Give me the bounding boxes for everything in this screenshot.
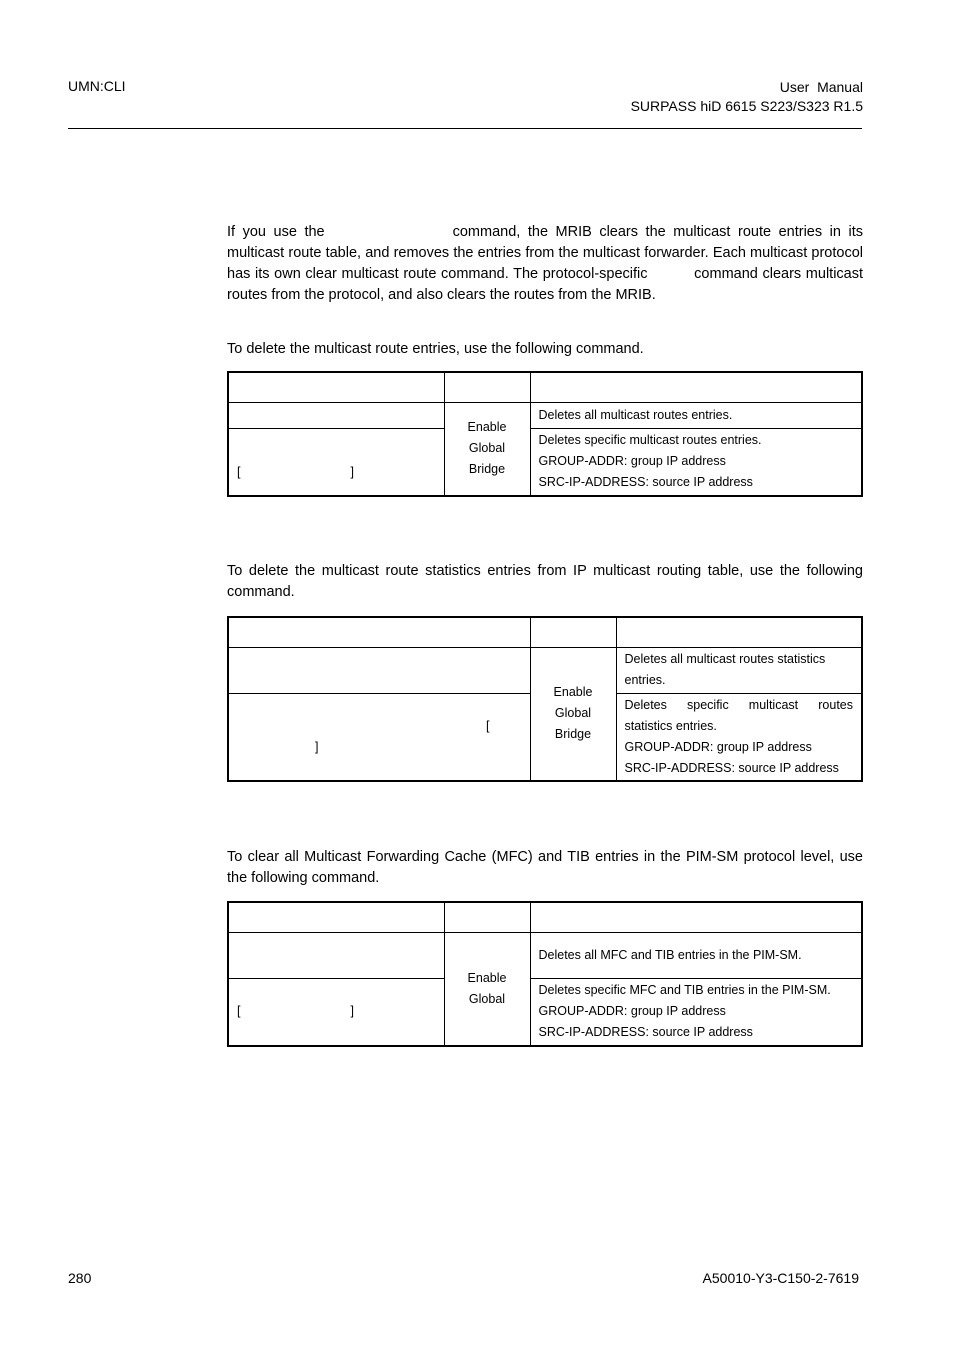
mode-cell (444, 402, 530, 496)
header-cell-mode (530, 617, 616, 647)
command-cell (228, 978, 444, 1046)
intro-text-c: command clears multicast routes from the protocol, and also clears the routes from the MRIB. (227, 266, 864, 303)
mfc-clear-intro: To clear all Multicast Forwarding Cache (MFC) and TIB entries in the PIM-SM protocol level, use the following command. (227, 849, 863, 886)
mode-bridge: Bridge (554, 727, 592, 742)
header-cell-function (616, 617, 862, 647)
description-line: SRC-IP-ADDRESS: source IP address (624, 760, 839, 775)
description-cell: Deletes all MFC and TIB entries in the PIM-SM. (530, 932, 862, 978)
header-cell-command (228, 902, 444, 932)
table-row (228, 428, 862, 496)
optional-open-bracket: [ (237, 465, 241, 479)
header-right (631, 78, 863, 116)
description-line: Deletes specific multicast routes entries. (538, 433, 762, 448)
mode-cell (444, 932, 530, 1046)
command-cell (228, 428, 444, 496)
header-manual-title: User Manual (779, 79, 863, 95)
description-cell: Deletes all multicast routes statistics entries. (616, 647, 862, 693)
table-header-row (228, 902, 862, 932)
route-delete-table (227, 371, 863, 497)
description-line: GROUP-ADDR: group IP address (538, 454, 726, 469)
intro-text-b: command, the MRIB clears the multicast route entries in its multicast route table, and removes the entries from the multicast forwarder. Each multicast protocol has its own clear multicast route command. The protocol-specific (227, 224, 863, 282)
optional-open-bracket: [ (237, 1004, 241, 1019)
description-cell (530, 428, 862, 496)
header-cell-function (530, 902, 862, 932)
mode-global: Global (468, 991, 506, 1006)
header-product-name: SURPASS hiD 6615 S223/S323 R1.5 (630, 98, 863, 114)
command-cell (228, 647, 530, 693)
optional-close-bracket: ] (350, 465, 354, 479)
mode-cell (530, 647, 616, 781)
document-id: A50010-Y3-C150-2-7619 (702, 1270, 859, 1286)
statistics-delete-intro: To delete the multicast route statistics entries from IP multicast routing table, use the following command. (227, 563, 863, 600)
table-row (228, 402, 862, 428)
description-line: SRC-IP-ADDRESS: source IP address (538, 1025, 753, 1040)
route-delete-intro: To delete the multicast route entries, use the following command. (227, 341, 644, 357)
table-row (228, 978, 862, 1046)
header-cell-function (530, 372, 862, 402)
description-line: Deletes specific multicast routes statistics entries. (624, 697, 853, 733)
description-line: GROUP-ADDR: group IP address (624, 739, 812, 754)
mode-enable: Enable (467, 420, 507, 435)
command-cell (228, 693, 530, 781)
command-cell (228, 932, 444, 978)
table-header-row (228, 617, 862, 647)
description-line: GROUP-ADDR: group IP address (538, 1004, 726, 1019)
mode-global: Global (468, 441, 506, 456)
description-cell (530, 978, 862, 1046)
optional-close-bracket: ] (315, 739, 319, 754)
intro-text-a: If you use the (227, 224, 325, 240)
intro-paragraph (227, 222, 863, 306)
mfc-clear-table (227, 901, 863, 1047)
optional-close-bracket: ] (350, 1004, 354, 1019)
statistics-delete-table (227, 616, 863, 782)
header-left: UMN:CLI (68, 78, 126, 94)
description-line: SRC-IP-ADDRESS: source IP address (538, 475, 753, 490)
description-line: Deletes specific MFC and TIB entries in the PIM-SM. (538, 983, 831, 998)
mode-bridge: Bridge (468, 462, 506, 477)
header-cell-command (228, 617, 530, 647)
description-cell (616, 693, 862, 781)
description-cell: Deletes all multicast routes entries. (530, 402, 862, 428)
header-cell-mode (444, 902, 530, 932)
mode-enable: Enable (467, 970, 507, 985)
header-rule (68, 128, 862, 129)
table-header-row (228, 372, 862, 402)
header-cell-mode (444, 372, 530, 402)
command-cell (228, 402, 444, 428)
mode-global: Global (554, 706, 592, 721)
table-row (228, 647, 862, 693)
table-row (228, 932, 862, 978)
optional-open-bracket: [ (486, 718, 490, 733)
header-cell-command (228, 372, 444, 402)
mode-enable: Enable (553, 685, 593, 700)
page-number: 280 (68, 1270, 92, 1286)
